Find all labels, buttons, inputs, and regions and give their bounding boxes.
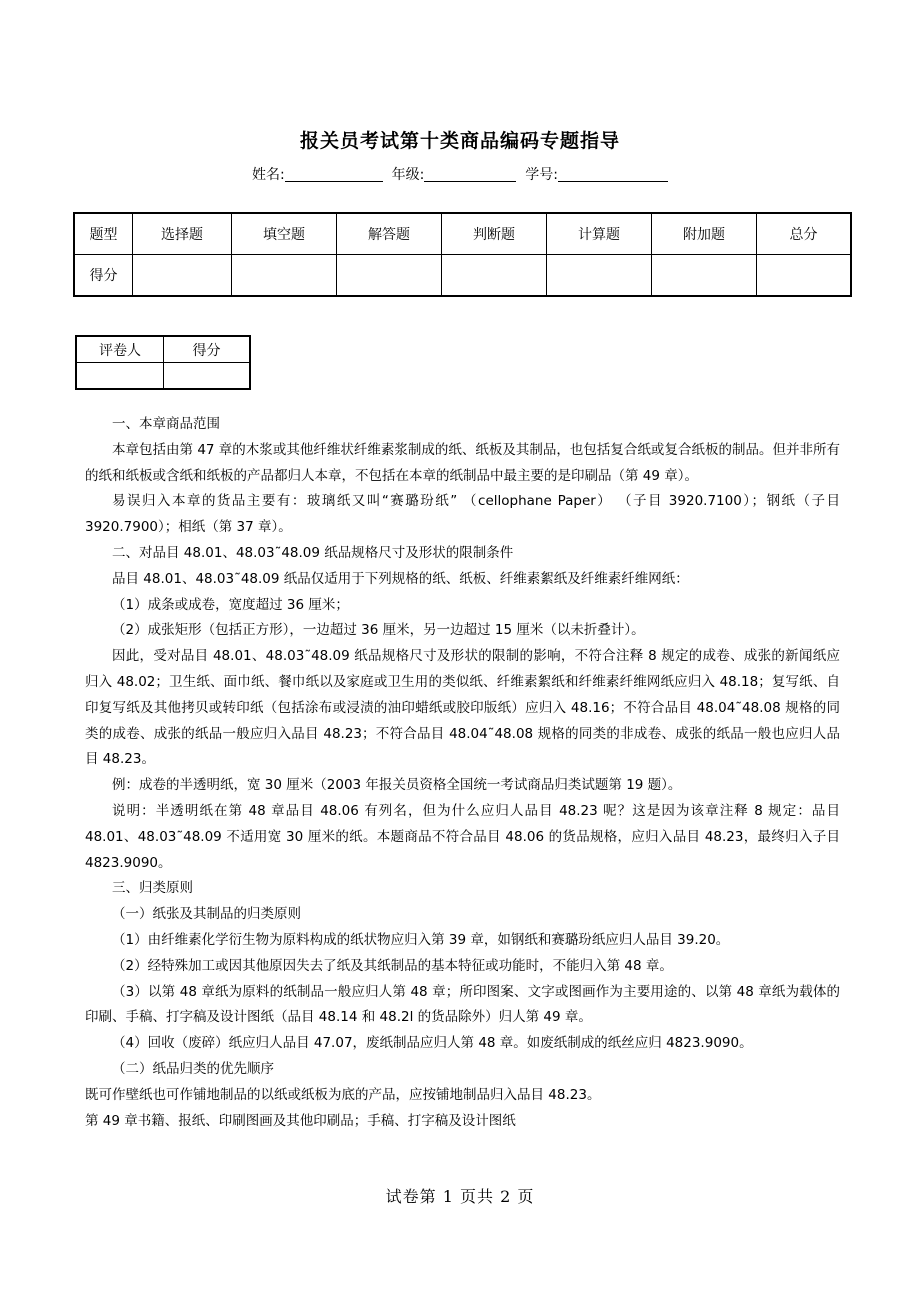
- list-item: （4）回收（废碎）纸应归人品目 47.07，废纸制品应归人第 48 章。如废纸制成的纸丝应归 4823.9090。: [112, 1035, 753, 1052]
- row-header-type: 题型: [74, 213, 133, 255]
- list-item: （2）经特殊加工或因其他原因失去了纸及其纸制品的基本特征或功能时，不能归入第 48 章。: [112, 957, 673, 974]
- paragraph: 例：成卷的半透明纸，宽 30 厘米（2003 年报关员资格全国统一考试商品归类试题第 19 题）。: [112, 777, 682, 794]
- score-cell[interactable]: [133, 255, 232, 297]
- col-fill-blank: 填空题: [232, 213, 337, 255]
- score-table-header-row: [74, 213, 851, 255]
- paragraph: 既可作壁纸也可作铺地制品的以纸或纸板为底的产品，应按铺地制品归入品目 48.23。: [85, 1086, 601, 1103]
- score-cell[interactable]: [232, 255, 337, 297]
- col-true-false: 判断题: [442, 213, 547, 255]
- grade-label: 年级:: [391, 167, 425, 183]
- col-bonus: 附加题: [652, 213, 757, 255]
- paragraph: 品目 48.01、48.03˜48.09 纸品仅适用于下列规格的纸、纸板、纤维素絮纸及纤维素纤维网纸：: [112, 570, 689, 587]
- paragraph: 易误归入本章的货品主要有：玻璃纸又叫“赛璐玢纸” （cellophane Paper） （子目 3920.7100）；钢纸（子目 3920.7900）；相纸（第 37 章）。: [85, 493, 840, 536]
- paragraph: 因此，受对品目 48.01、48.03˜48.09 纸品规格尺寸及形状的限制的影响，不符合注释 8 规定的成卷、成张的新闻纸应归入 48.02；卫生纸、面巾纸、餐巾纸以及家庭或卫生用的类似纸、纤维素絮纸和纤维素纤维网纸应归入 48.18；复写纸、自印复写纸及其他拷贝或转印纸（包括涂布或浸渍的油印蜡纸或胶印版纸）应归入 48.16；不符合品目 48.04˜48.08 规格的同类的成卷、成张的纸品一般应归入品目 48.23；不符合品目 48.04˜48.08 规格的同类的非成卷、成张的纸品一般也应归人品目 48.23。: [85, 648, 840, 768]
- score-table: [73, 212, 852, 297]
- col-answer: 解答题: [337, 213, 442, 255]
- name-label: 姓名:: [252, 167, 285, 183]
- page-title: 报关员考试第十类商品编码专题指导: [299, 130, 620, 152]
- col-calculation: 计算题: [547, 213, 652, 255]
- student-id-label: 学号:: [525, 167, 558, 183]
- grader-input-row: [76, 363, 250, 390]
- score-cell[interactable]: [547, 255, 652, 297]
- section-heading: 一、本章商品范围: [112, 416, 220, 432]
- paragraph: 第 49 章书籍、报纸、印刷图画及其他印刷品；手稿、打字稿及设计图纸: [85, 1112, 516, 1129]
- grader-score-label: 得分: [164, 336, 251, 363]
- score-cell[interactable]: [337, 255, 442, 297]
- col-total: 总分: [757, 213, 852, 255]
- list-item: （2）成张矩形（包括正方形），一边超过 36 厘米，另一边超过 15 厘米（以未折叠计）。: [112, 622, 645, 639]
- name-blank[interactable]: [285, 167, 383, 182]
- grader-cell[interactable]: [76, 363, 164, 390]
- student-id-blank[interactable]: [558, 167, 668, 182]
- section-heading: 三、归类原则: [112, 880, 193, 897]
- subsection-heading: （一）纸张及其制品的归类原则: [112, 906, 301, 923]
- grade-blank[interactable]: [424, 167, 516, 182]
- score-cell[interactable]: [442, 255, 547, 297]
- list-item: （1）由纤维素化学衍生物为原料构成的纸状物应归入第 39 章，如钢纸和赛璐玢纸应归人品目 39.20。: [112, 931, 730, 948]
- score-cell[interactable]: [757, 255, 852, 297]
- paragraph: 本章包括由第 47 章的木浆或其他纤维状纤维素浆制成的纸、纸板及其制品，也包括复合纸或复合纸板的制品。但并非所有的纸和纸板或含纸和纸板的产品都归人本章，不包括在本章的纸制品中最主要的是印刷品（第 49 章）。: [85, 441, 840, 484]
- grader-score-cell[interactable]: [164, 363, 251, 390]
- list-item: （3）以第 48 章纸为原料的纸制品一般应归人第 48 章；所印图案、文字或图画作为主要用途的、以第 48 章纸为载体的印刷、手稿、打字稿及设计图纸（品目 48.14 和 48.2l 的货品除外）归人第 49 章。: [85, 983, 840, 1026]
- page-footer: 试卷第 1 页共 2 页: [385, 1187, 535, 1206]
- col-choice: 选择题: [133, 213, 232, 255]
- document-body: [85, 412, 840, 1134]
- score-cell[interactable]: [652, 255, 757, 297]
- list-item: （1）成条或成卷，宽度超过 36 厘米；: [112, 596, 349, 613]
- score-table-score-row: [74, 255, 851, 297]
- grader-header-row: [76, 336, 250, 363]
- grader-label: 评卷人: [76, 336, 164, 363]
- grader-table: [75, 335, 251, 390]
- student-info-line: [0, 164, 920, 184]
- section-heading: 二、对品目 48.01、48.03˜48.09 纸品规格尺寸及形状的限制条件: [112, 544, 514, 561]
- row-header-score: 得分: [74, 255, 133, 297]
- subsection-heading: （二）纸品归类的优先顺序: [112, 1060, 274, 1077]
- paragraph: 说明：半透明纸在第 48 章品目 48.06 有列名，但为什么应归人品目 48.23 呢？这是因为该章注释 8 规定：品目 48.01、48.03˜48.09 不适用宽 30 厘米的纸。本题商品不符合品目 48.06 的货品规格，应归入品目 48.23，最终归入子目 4823.9090。: [85, 802, 840, 871]
